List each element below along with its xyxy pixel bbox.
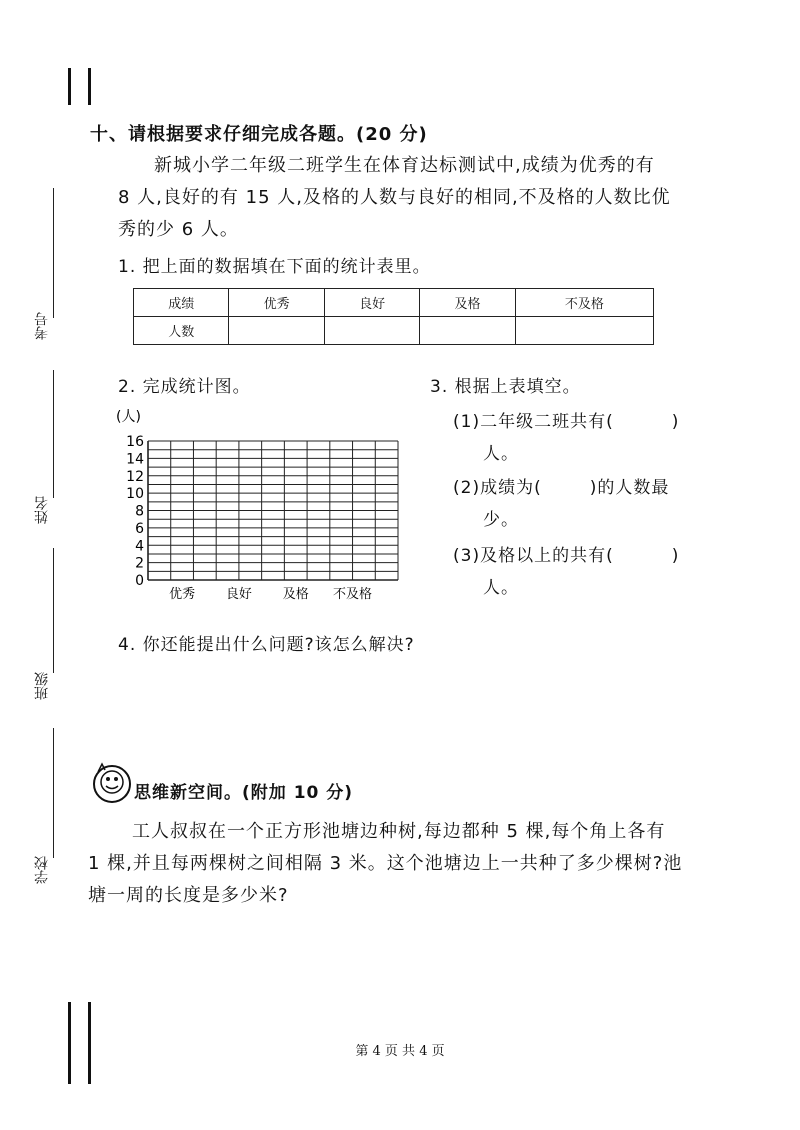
q3-text: (2)成绩为( xyxy=(453,478,542,498)
table-header-cell: 成绩 xyxy=(134,289,229,317)
table-header-cell: 良好 xyxy=(324,289,419,317)
q3-text: ) xyxy=(671,412,680,432)
question-3: 3. 根据上表填空。 xyxy=(430,377,581,397)
q3-text: ) xyxy=(671,546,680,566)
binding-bar xyxy=(68,68,71,105)
y-tick-label: 8 xyxy=(135,503,144,520)
side-line xyxy=(53,370,54,498)
question-4: 4. 你还能提出什么问题?该怎么解决? xyxy=(118,635,415,655)
y-tick-label: 0 xyxy=(135,573,144,589)
q3-text: (3)及格以上的共有( xyxy=(453,546,614,566)
bonus-title: 思维新空间。(附加 10 分) xyxy=(134,783,354,803)
question-2: 2. 完成统计图。 xyxy=(118,377,251,397)
mascot-icon xyxy=(90,760,134,804)
y-tick-label: 2 xyxy=(135,555,144,572)
q3-text: )的人数最 xyxy=(589,478,670,498)
y-tick-label: 10 xyxy=(126,486,144,503)
x-category-label: 不及格 xyxy=(333,587,373,602)
page-footer: 第 4 页 共 4 页 xyxy=(355,1044,445,1059)
question-3-item-1 xyxy=(453,406,679,470)
table-row-label: 人数 xyxy=(134,317,229,345)
q3-text: 人。 xyxy=(483,578,519,598)
y-tick-label: 16 xyxy=(126,434,144,450)
table-header-cell: 不及格 xyxy=(515,289,653,317)
paragraph-line: 秀的少 6 人。 xyxy=(118,219,239,240)
question-1: 1. 把上面的数据填在下面的统计表里。 xyxy=(118,257,431,277)
problem-paragraph xyxy=(118,150,708,246)
side-line xyxy=(53,188,54,318)
binding-bar xyxy=(88,68,91,105)
q3-text: 人。 xyxy=(483,444,519,464)
chart-grid-svg[interactable] xyxy=(110,405,410,605)
table-answer-cell[interactable] xyxy=(324,317,419,345)
table-header-cell: 优秀 xyxy=(229,289,324,317)
bar-chart[interactable] xyxy=(110,405,410,605)
y-tick-label: 12 xyxy=(126,468,144,485)
q3-text: 少。 xyxy=(483,510,519,530)
side-label-class: 班级 xyxy=(34,672,50,700)
table-header-row xyxy=(134,289,654,317)
table-answer-cell[interactable] xyxy=(420,317,515,345)
paragraph-line: 塘一周的长度是多少米? xyxy=(88,885,289,906)
y-tick-label: 4 xyxy=(135,538,144,555)
side-label-name: 姓名 xyxy=(34,496,50,524)
table-header-cell: 及格 xyxy=(420,289,515,317)
table-row xyxy=(134,317,654,345)
y-axis-label: (人) xyxy=(116,409,141,425)
question-3-item-3 xyxy=(453,540,679,604)
x-category-label: 及格 xyxy=(282,587,309,602)
y-tick-label: 6 xyxy=(135,520,144,537)
table-answer-cell[interactable] xyxy=(229,317,324,345)
side-line xyxy=(53,548,54,673)
side-label-exam-number: 考号 xyxy=(34,312,50,340)
x-category-label: 优秀 xyxy=(169,587,196,602)
side-label-school: 学校 xyxy=(34,856,50,884)
table-answer-cell[interactable] xyxy=(515,317,653,345)
bonus-paragraph xyxy=(88,816,708,912)
paragraph-line: 1 棵,并且每两棵树之间相隔 3 米。这个池塘边上一共种了多少棵树?池 xyxy=(88,853,683,874)
side-line xyxy=(53,728,54,858)
x-category-label: 良好 xyxy=(225,587,252,602)
question-3-item-2 xyxy=(453,472,669,536)
paragraph-line: 工人叔叔在一个正方形池塘边种树,每边都种 5 棵,每个角上各有 xyxy=(132,821,666,842)
paragraph-line: 新城小学二年级二班学生在体育达标测试中,成绩为优秀的有 xyxy=(154,155,655,176)
paragraph-line: 8 人,良好的有 15 人,及格的人数与良好的相同,不及格的人数比优 xyxy=(118,187,671,208)
section-title: 十、请根据要求仔细完成各题。(20 分) xyxy=(90,124,428,145)
q3-text: (1)二年级二班共有( xyxy=(453,412,614,432)
y-tick-label: 14 xyxy=(126,451,144,468)
statistics-table xyxy=(133,288,654,345)
